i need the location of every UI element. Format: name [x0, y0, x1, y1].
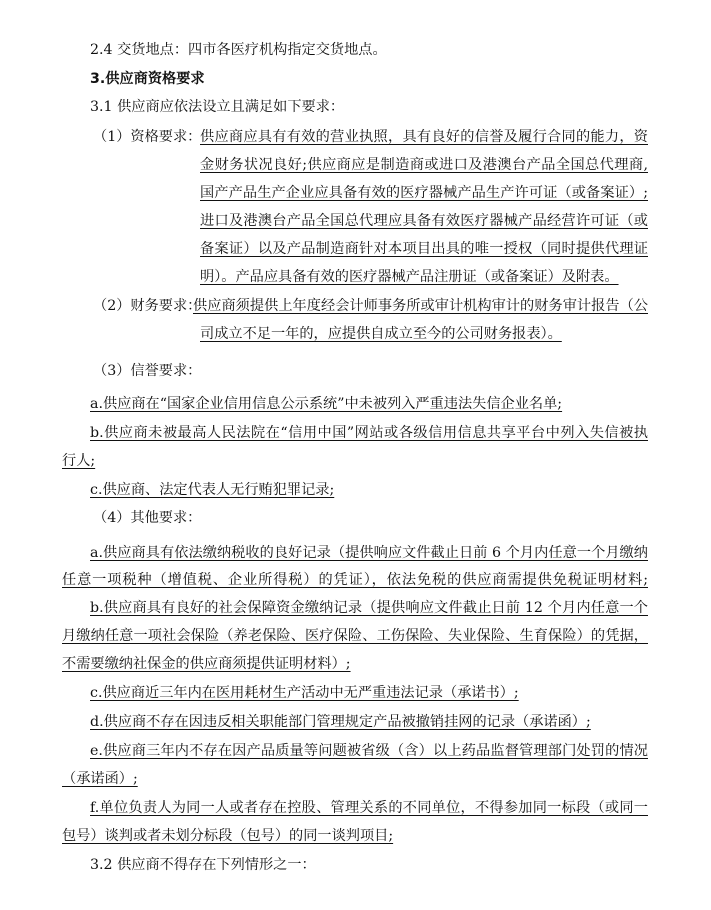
qualification-line-5: 备案证）以及产品制造商针对本项目出具的唯一授权（同时提供代理证 — [200, 241, 648, 257]
qualification-line-3: 国产产品生产企业应具备有效的医疗器械产品生产许可证（或备案证）; — [200, 185, 648, 201]
section-2-4: 2.4 交货地点：四市各医疗机构指定交货地点。 — [90, 42, 387, 58]
finance-line-1: 供应商须提供上年度经会计师事务所或审计机构审计的财务审计报告（公 — [193, 298, 648, 314]
qualification-line-2: 金财务状况良好;供应商应是制造商或进口及港澳台产品全国总代理商, — [200, 157, 648, 173]
qualification-line-6: 明）。产品应具备有效的医疗器械产品注册证（或备案证）及附表。 — [200, 269, 619, 285]
credit-label: （3）信誉要求： — [93, 363, 202, 379]
section-3-heading: 3.供应商资格要求 — [90, 71, 205, 87]
other-item-b-line-1: b.供应商具有良好的社会保障资金缴纳记录（提供响应文件截止日前 12 个月内任意一个 — [90, 600, 648, 616]
qualification-line-4: 进口及港澳台产品全国总代理应具备有效医疗器械产品经营许可证（或 — [200, 213, 648, 229]
other-item-f-line-1: f.单位负责人为同一人或者存在控股、管理关系的不同单位，不得参加同一标段（或同一 — [90, 800, 648, 816]
other-item-b-line-3: 不需要缴纳社保金的供应商须提供证明材料）; — [62, 656, 351, 672]
other-item-a-line-2: 任意一项税种（增值税、企业所得税）的凭证），依法免税的供应商需提供免税证明材料; — [62, 572, 648, 588]
other-item-d: d.供应商不存在因违反相关职能部门管理规定产品被撤销挂网的记录（承诺函）; — [90, 714, 591, 730]
other-item-c: c.供应商近三年内在医用耗材生产活动中无严重违法记录（承诺书）; — [90, 685, 519, 701]
other-item-e-line-2: （承诺函）; — [62, 771, 138, 787]
credit-item-b-line-2: 行人; — [62, 453, 96, 469]
credit-item-c: c.供应商、法定代表人无行贿犯罪记录; — [90, 482, 335, 498]
section-3-2: 3.2 供应商不得存在下列情形之一： — [90, 857, 316, 873]
other-label: （4）其他要求： — [93, 510, 202, 526]
other-item-b-line-2: 月缴纳任意一项社会保险（养老保险、医疗保险、工伤保险、失业保险、生育保险）的凭据， — [62, 628, 648, 644]
credit-item-a: a.供应商在“国家企业信用信息公示系统”中未被列入严重违法失信企业名单; — [90, 396, 563, 412]
qualification-label: （1）资格要求： — [93, 129, 202, 145]
section-3-1: 3.1 供应商应依法设立且满足如下要求： — [90, 99, 345, 115]
other-item-a-line-1: a.供应商具有依法缴纳税收的良好记录（提供响应文件截止日前 6 个月内任意一个月缴纳 — [90, 545, 648, 561]
other-item-f-line-2: 包号）谈判或者未划分标段（包号）的同一谈判项目; — [62, 828, 394, 844]
credit-item-b-line-1: b.供应商未被最高人民法院在“信用中国”网站或各级信用信息共享平台中列入失信被执 — [90, 425, 648, 441]
finance-line-2: 司成立不足一年的，应提供自成立至今的公司财务报表）。 — [200, 326, 562, 342]
finance-label: （2）财务要求： — [93, 298, 202, 314]
qualification-line-1: 供应商应具有有效的营业执照，具有良好的信誉及履行合同的能力，资 — [200, 129, 648, 145]
other-item-e-line-1: e.供应商三年内不存在因产品质量等问题被省级（含）以上药品监督管理部门处罚的情况 — [90, 743, 648, 759]
